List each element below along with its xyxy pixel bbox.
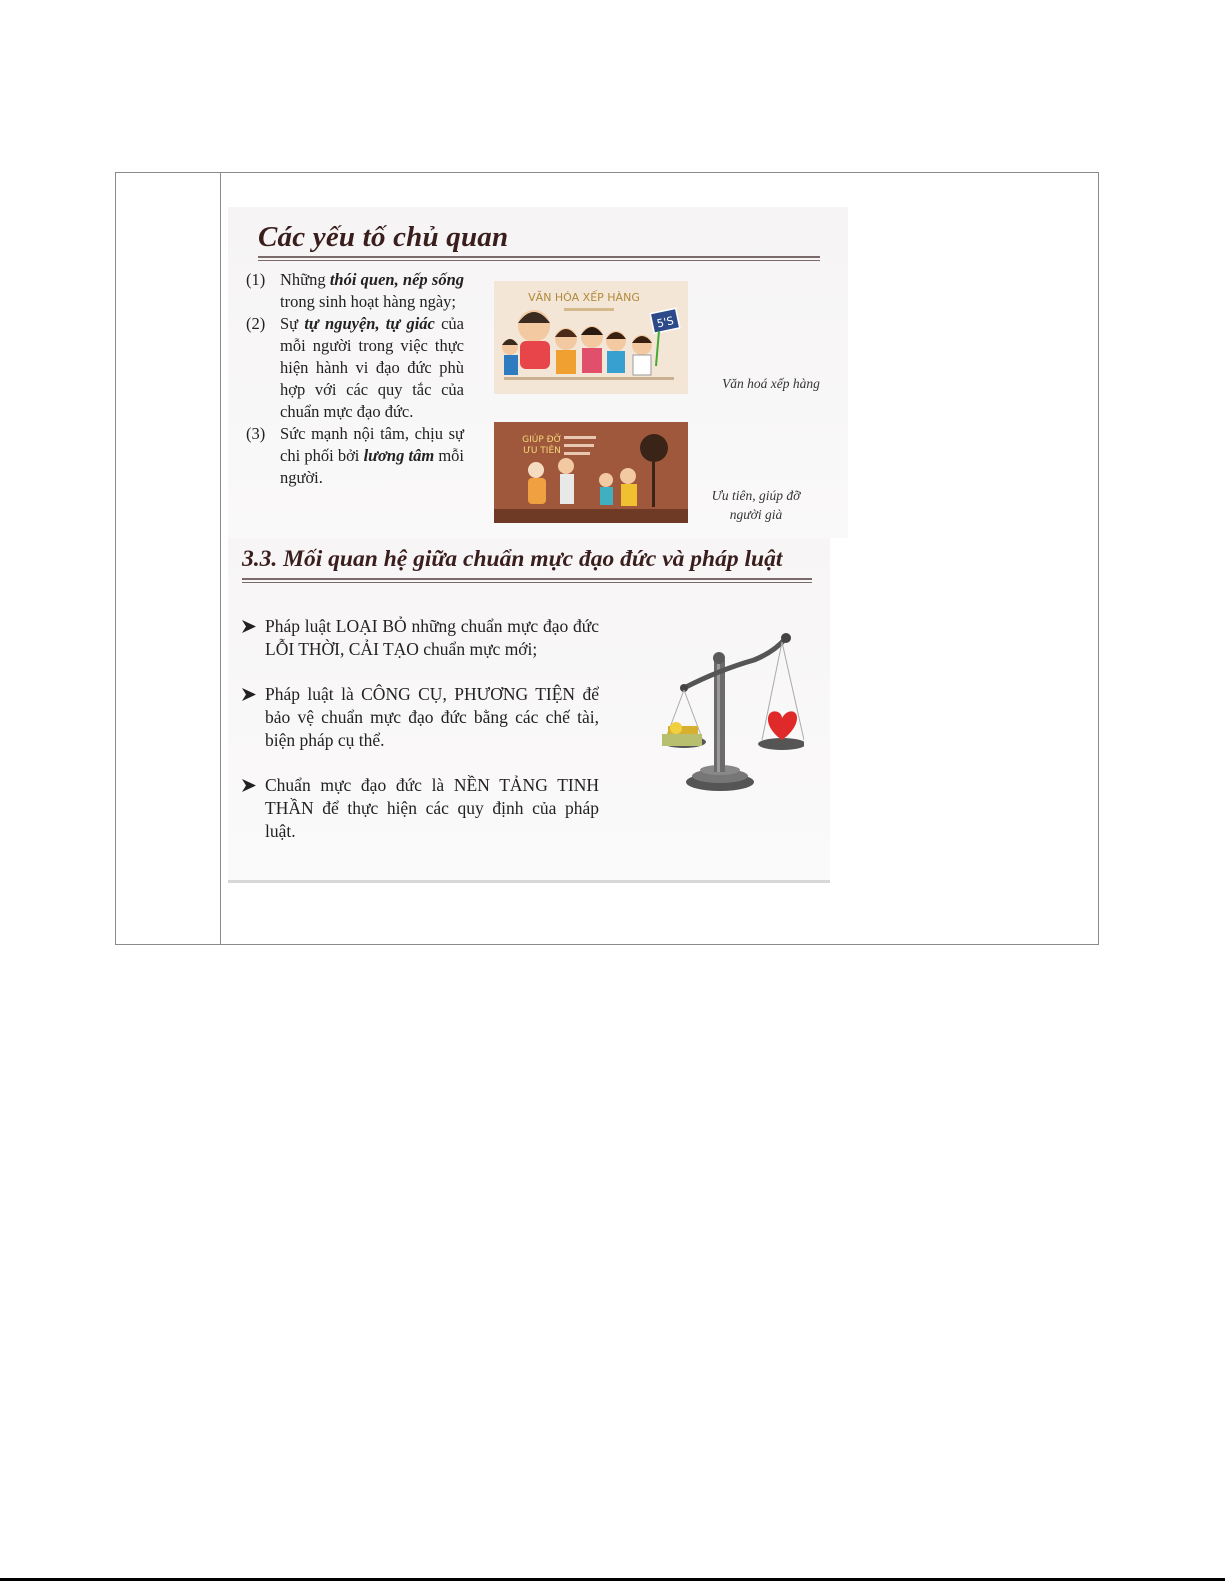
help-elderly-text-1: GIÚP ĐỠ <box>522 435 562 445</box>
factor-text: Những <box>280 270 330 289</box>
emphasis-text: thói quen, nếp sống <box>329 270 465 289</box>
arrow-bullet-icon <box>242 779 256 792</box>
factor-item <box>246 423 464 489</box>
title-rule-thin <box>258 260 820 261</box>
table-column-divider <box>220 173 221 944</box>
page-bottom-rule <box>0 1578 1225 1581</box>
arrow-bullet-icon <box>242 620 256 633</box>
title-rule-thin <box>242 582 812 583</box>
slide1-title: Các yếu tố chủ quan <box>258 221 509 253</box>
bullet-item <box>242 615 599 661</box>
slide-subjective-factors <box>228 207 848 538</box>
sign-text: 5'S <box>655 314 675 331</box>
help-elderly-illustration <box>494 422 688 523</box>
help-elderly-text-2: ƯU TIÊN <box>523 446 561 456</box>
bullet-item <box>242 774 599 843</box>
bullet-text: Chuẩn mực đạo đức là NỀN TẢNG TINH THẦN để thực hiện các quy định của pháp luật. <box>265 775 599 841</box>
image2-caption-line2: người già <box>729 507 783 522</box>
title-rule <box>258 256 820 258</box>
factor-number: (2) <box>246 314 266 333</box>
title-rule <box>242 578 812 580</box>
bullet-item <box>242 683 599 752</box>
balance-scale-heart-money-image <box>654 630 804 808</box>
slide-ethics-law-relationship <box>228 538 830 883</box>
factor-text: Sự <box>280 314 305 333</box>
image2-caption-line1: Ưu tiên, giúp đỡ <box>711 488 801 503</box>
factor-text: của mỗi người trong việc thực hiện hành vi đạo đức phù hợp với các quy tắc của chuẩn mực đạo đức. <box>280 314 465 421</box>
factor-text: Sức mạnh nội tâm, chịu sự chi phối bởi <box>280 424 464 465</box>
image2-caption <box>696 486 816 524</box>
image1-caption: Văn hoá xếp hàng <box>722 376 820 391</box>
factor-text: mỗi người. <box>280 446 464 487</box>
queue-culture-banner-text: VĂN HÓA XẾP HÀNG <box>528 291 640 304</box>
factor-text: trong sinh hoạt hàng ngày; <box>280 292 456 311</box>
factor-list <box>246 269 464 489</box>
factor-number: (1) <box>246 270 266 289</box>
bullet-text: Pháp luật là CÔNG CỤ, PHƯƠNG TIỆN để bảo vệ chuẩn mực đạo đức bằng các chế tài, biện pháp cụ thể. <box>265 684 599 750</box>
queue-culture-illustration <box>494 281 688 394</box>
relationship-bullets <box>242 615 599 865</box>
factor-number: (3) <box>246 424 266 443</box>
bullet-text: Pháp luật LOẠI BỎ những chuẩn mực đạo đức LỖI THỜI, CẢI TẠO chuẩn mực mới; <box>265 616 599 659</box>
factor-item <box>246 269 464 313</box>
emphasis-text: tự nguyện, tự giác <box>304 314 435 333</box>
slide2-title: 3.3. Mối quan hệ giữa chuẩn mực đạo đức và pháp luật <box>242 546 783 572</box>
emphasis-text: lương tâm <box>363 446 435 465</box>
arrow-bullet-icon <box>242 688 256 701</box>
factor-item <box>246 313 464 423</box>
sign-board <box>650 308 680 333</box>
